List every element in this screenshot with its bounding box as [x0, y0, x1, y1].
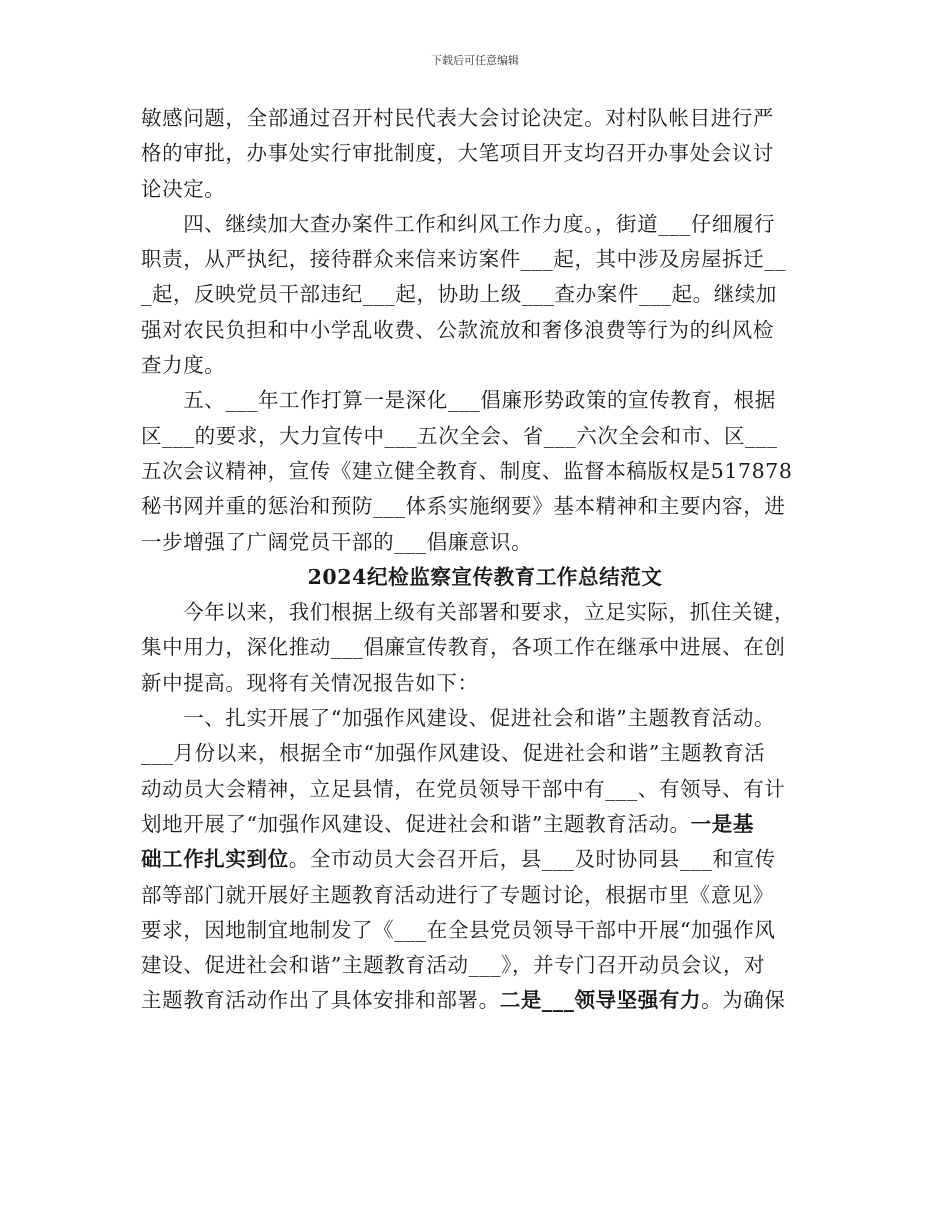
text-line — [141, 277, 811, 312]
text-line — [141, 666, 811, 701]
text-segment: 敏感问题，全部通过召开村民代表大会讨论决定。对村队帐目进行严 — [141, 106, 774, 130]
text-segment: 部等部门就开展好主题教育活动进行了专题讨论，根据市里《意见》 — [141, 882, 774, 907]
text-line — [141, 525, 811, 560]
bold-text-segment: 二是___领导坚强有力 — [499, 988, 702, 1013]
text-segment: 新中提高。现将有关情况报告如下： — [141, 670, 479, 695]
text-line — [141, 242, 811, 277]
text-line — [141, 630, 811, 665]
text-line — [141, 772, 811, 807]
text-segment: 动动员大会精神，立足县情，在党员领导干部中有___、有领导、有计 — [141, 776, 786, 801]
text-segment: 。全市动员大会召开后，县___及时协同县___和宣传 — [288, 847, 776, 872]
text-segment: 强对农民负担和中小学乱收费、公款流放和奢侈浪费等行为的纠风检 — [141, 317, 774, 342]
text-line — [141, 348, 811, 383]
text-line — [141, 101, 811, 136]
text-line — [141, 948, 811, 983]
text-segment: 一、扎实开展了“加强作风建设、促进社会和谐”主题教育活动。 — [141, 706, 776, 731]
document-title — [141, 560, 811, 595]
text-line — [141, 983, 811, 1018]
text-line — [141, 913, 811, 948]
text-segment: 建设、促进社会和谐”主题教育活动___》，并专门召开动员会议，对 — [141, 953, 766, 978]
document-body — [141, 101, 811, 1019]
text-line — [141, 595, 811, 630]
text-segment: 。为确保 — [701, 988, 786, 1013]
text-segment: ___月份以来，根据全市“加强作风建设、促进社会和谐”主题教育活 — [141, 741, 766, 766]
text-line — [141, 172, 811, 207]
text-segment: 划地开展了“加强作风建设、促进社会和谐”主题教育活动。 — [141, 811, 691, 836]
bold-text-segment: 础工作扎实到位 — [141, 847, 289, 872]
text-segment: 集中用力，深化推动___倡廉宣传教育，各项工作在继承中进展、在创 — [141, 635, 786, 660]
text-segment: 2024纪检监察宣传教育工作总结范文 — [307, 564, 663, 589]
text-segment: 五、___年工作打算一是深化___倡廉形势政策的宣传教育，根据 — [141, 388, 776, 413]
text-line — [141, 807, 811, 842]
text-segment: 一步增强了广阔党员干部的___倡廉意识。 — [141, 529, 533, 554]
text-segment: 五次会议精神，宣传《建立健全教育、制度、监督本稿版权是517878 — [141, 458, 793, 483]
text-segment: 秘书网并重的惩治和预防___体系实施纲要》基本精神和主要内容，进 — [141, 494, 786, 519]
text-line — [141, 136, 811, 171]
page-header: 下载后可任意编辑 — [431, 54, 519, 67]
text-line — [141, 419, 811, 454]
text-line — [141, 313, 811, 348]
text-segment: 论决定。 — [141, 176, 226, 201]
text-segment: 四、继续加大查办案件工作和纠风工作力度。，街道___仔细履行 — [141, 211, 776, 236]
text-segment: 主题教育活动作出了具体安排和部署。 — [141, 988, 500, 1013]
text-segment: 今年以来，我们根据上级有关部署和要求，立足实际，抓住关键， — [141, 600, 796, 625]
text-line — [141, 383, 811, 418]
text-segment: 查力度。 — [141, 353, 226, 378]
text-segment: 要求，因地制宜地制发了《___在全县党员领导干部中开展“加强作风 — [141, 917, 776, 942]
text-line — [141, 878, 811, 913]
text-line — [141, 207, 811, 242]
text-line — [141, 842, 811, 877]
bold-text-segment: 一是基 — [690, 811, 754, 836]
text-segment: _起，反映党员干部违纪___起，协助上级___查办案件___起。继续加 — [141, 282, 777, 307]
text-line — [141, 701, 811, 736]
text-line — [141, 736, 811, 771]
text-line — [141, 454, 811, 489]
text-line — [141, 489, 811, 524]
text-segment: 职责，从严执纪，接待群众来信来访案件___起，其中涉及房屋拆迁__ — [141, 247, 787, 272]
text-segment: 格的审批，办事处实行审批制度，大笔项目开支均召开办事处会议讨 — [141, 141, 774, 166]
text-segment: 区___的要求，大力宣传中___五次全会、省___六次全会和市、区___ — [141, 423, 778, 448]
